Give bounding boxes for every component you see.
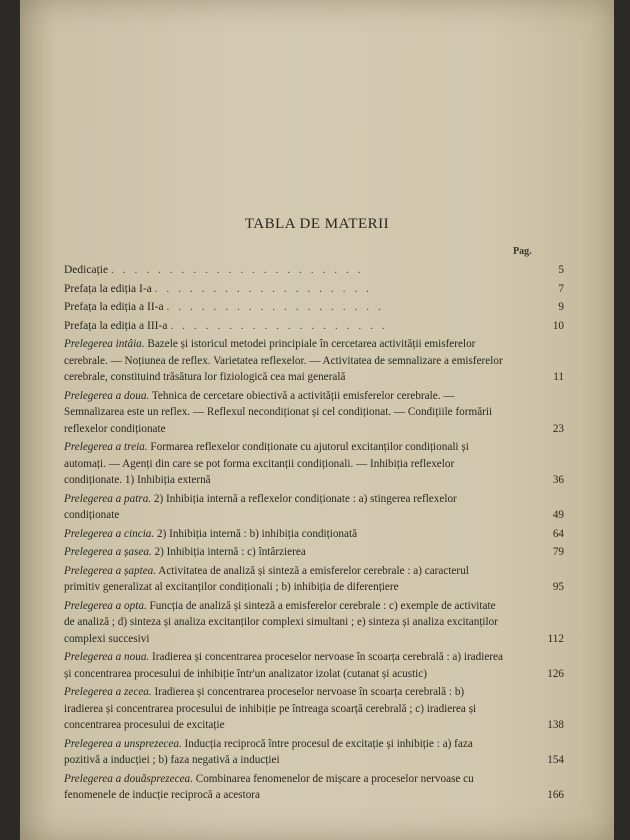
toc-page-number: 10 (552, 319, 564, 332)
lecture-summary: Combinarea fenomenelor de mișcare a proceselor nervoase cu fenomenele de inducție reciprocă a acestora (64, 772, 474, 801)
toc-page-number: 23 (552, 422, 564, 435)
dot-leader: . . . . . . . . . . . . . . . . . . . . . . (110, 264, 364, 276)
toc-page-number: 5 (558, 264, 564, 276)
toc-page-number: 9 (558, 301, 564, 313)
lecture-title: Prelegerea intâia. (64, 338, 145, 350)
toc-entry (64, 526, 564, 543)
lecture-title: Prelegerea a șasea. (64, 546, 152, 558)
lecture-title: Prelegerea a noua. (64, 651, 150, 663)
toc-page-number: 126 (547, 667, 564, 680)
toc-entry (64, 736, 564, 769)
toc-page-number: 166 (547, 789, 564, 801)
toc-entry (64, 388, 564, 438)
lecture-summary: Bazele și istoricul metodei principiale în cercetarea activității emisferelor cerebrale. — Noțiunea de reflex. Varietatea reflexelor. — Activitatea de semnalizare a emisferelor cerebrale, constituind trăsătura lor fiziologică cea mai generală (64, 338, 503, 383)
lecture-summary: Tehnica de cercetare obiectivă a activității emisferelor cerebrale. — Semnalizarea este un reflex. — Reflexul necondiționat și cel condiționat. — Condițiile formării reflexelor condiționate (64, 389, 493, 435)
lecture-summary: Iradierea și concentrarea proceselor nervoase în scoarța cerebrală : b) iradierea și concentrarea procesului de inhibiție pe întreaga scoarță cerebrală ; c) iradierea și concentrarea procesului de excitație (64, 686, 477, 731)
toc-page-number: 112 (547, 632, 564, 645)
toc-page-number: 154 (547, 754, 564, 766)
lecture-summary: 2) Inhibiția internă : c) întârzierea (151, 546, 306, 558)
toc-entry (64, 491, 564, 524)
lecture-title: Prelegerea a cincia. (64, 527, 155, 540)
toc-entry (64, 649, 564, 682)
dot-leader: . . . . . . . . . . . . . . . . . . . (166, 301, 384, 313)
lecture-title: Prelegerea a patra. (64, 492, 152, 505)
toc-page-number: 49 (552, 509, 564, 521)
toc-entry (64, 563, 564, 596)
toc-entry (64, 439, 564, 489)
toc-entry (64, 318, 564, 335)
dot-leader: . . . . . . . . . . . . . . . . . . . (170, 319, 388, 332)
lecture-title: Prelegerea a unsprezecea. (64, 737, 182, 750)
toc-page-number: 7 (558, 282, 564, 295)
toc-entry (64, 771, 564, 804)
lecture-summary: Inducția reciprocă între procesul de excitație și inhibiție : a) faza pozitivă a inducției ; b) faza negativă a inducției (64, 737, 473, 766)
lecture-title: Prelegerea a douăsprezecea. (64, 772, 193, 785)
toc-page-number: 64 (552, 527, 564, 540)
toc-entry (64, 281, 564, 298)
toc-entry (64, 544, 564, 561)
lecture-summary: 2) Inhibiția internă a reflexelor condiționate : a) stingerea reflexelor condiționate (64, 492, 457, 521)
toc-entry-title: Prefața la ediția a II-a (64, 301, 164, 313)
page-title: TABLA DE MATERII (244, 216, 390, 232)
toc-entry (64, 262, 564, 279)
lecture-summary: Activitatea de analiză și sinteză a emisferelor cerebrale : a) caracterul primitiv generalizat al excitanților condiționali ; b) inhibiția de diferențiere (64, 564, 469, 593)
toc-page-number: 95 (552, 581, 564, 593)
toc-entry (64, 336, 564, 386)
toc-entry (64, 684, 564, 734)
toc-page-number: 11 (553, 371, 564, 383)
lecture-title: Prelegerea a șaptea. (64, 564, 157, 577)
toc-page-number: 79 (552, 546, 564, 558)
page-column-header: Pag. (513, 246, 532, 257)
lecture-title: Prelegerea a doua. (64, 389, 150, 402)
toc-entry-title: Prefața la ediția I-a (64, 282, 152, 295)
toc-entry (64, 299, 564, 316)
table-of-contents (64, 262, 564, 806)
toc-entry (64, 598, 564, 648)
book-page (20, 0, 614, 840)
lecture-title: Prelegerea a zecea. (64, 686, 152, 698)
toc-page-number: 138 (547, 719, 564, 731)
lecture-summary: Funcția de analiză și sinteză a emisferelor cerebrale : c) exemple de activitate de analiză ; d) sinteza și analiza excitanților complexi simultani ; e) sinteza și analiza excitanților complexi succesivi (64, 599, 498, 645)
toc-entry-title: Prefața la ediția a III-a (64, 319, 168, 332)
lecture-title: Prelegerea a treia. (64, 441, 148, 453)
lecture-summary: Iradierea și concentrarea proceselor nervoase în scoarța cerebrală : a) iradierea și concentrarea procesului de inhibiție într'un analizator izolat (cutanat și acustic) (64, 651, 503, 680)
toc-page-number: 36 (552, 474, 564, 486)
lecture-title: Prelegerea a opta. (64, 599, 147, 612)
toc-entry-title: Dedicație (64, 264, 109, 276)
lecture-summary: Formarea reflexelor condiționate cu ajutorul excitanților condiționali și automați. — Agenți din care se pot forma excitanții condiționali. — Inhibiția reflexelor condiționate. 1) Inhibiția externă (64, 441, 469, 486)
dot-leader: . . . . . . . . . . . . . . . . . . . (154, 282, 373, 295)
lecture-summary: 2) Inhibiția internă : b) inhibiția condiționată (154, 527, 358, 540)
